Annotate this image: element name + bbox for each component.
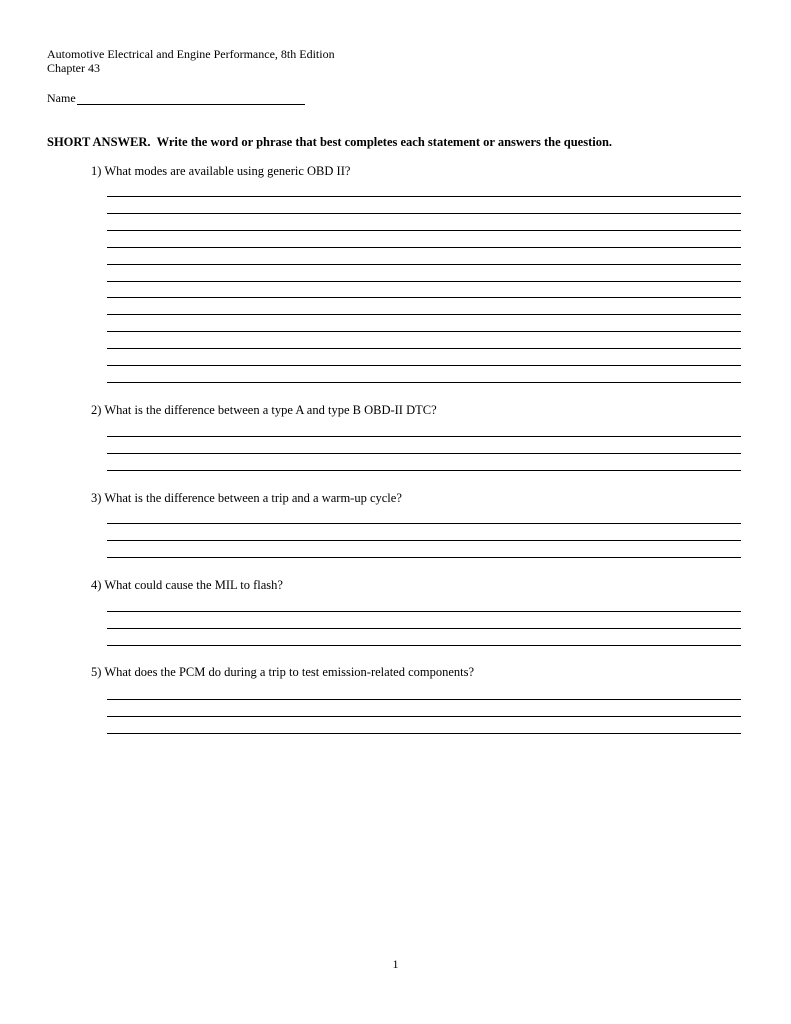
answer-line[interactable] <box>107 540 741 541</box>
question-1 <box>91 164 350 179</box>
question-number: 1) <box>91 164 102 178</box>
question-number: 4) <box>91 578 102 592</box>
name-field-row <box>47 91 305 105</box>
answer-line[interactable] <box>107 314 741 315</box>
answer-line[interactable] <box>107 453 741 454</box>
answer-line[interactable] <box>107 733 741 734</box>
page-number: 1 <box>392 957 399 971</box>
answer-line[interactable] <box>107 611 741 612</box>
section-instructions <box>47 135 612 150</box>
answer-line[interactable] <box>107 297 741 298</box>
answer-line[interactable] <box>107 213 741 214</box>
answer-line[interactable] <box>107 331 741 332</box>
book-title: Automotive Electrical and Engine Performance, 8th Edition <box>47 47 335 61</box>
question-text: What is the difference between a type A and type B OBD-II DTC? <box>104 403 437 417</box>
question-text: What is the difference between a trip and a warm-up cycle? <box>104 491 402 505</box>
answer-line[interactable] <box>107 348 741 349</box>
question-number: 2) <box>91 403 102 417</box>
answer-line[interactable] <box>107 365 741 366</box>
name-blank-line[interactable] <box>77 93 305 105</box>
answer-line[interactable] <box>107 264 741 265</box>
question-text: What could cause the MIL to flash? <box>104 578 283 592</box>
answer-line[interactable] <box>107 628 741 629</box>
answer-line[interactable] <box>107 196 741 197</box>
question-text: What modes are available using generic OBD II? <box>104 164 351 178</box>
section-heading: SHORT ANSWER. <box>47 135 151 149</box>
question-number: 5) <box>91 665 102 679</box>
answer-line[interactable] <box>107 716 741 717</box>
answer-line[interactable] <box>107 645 741 646</box>
answer-line[interactable] <box>107 247 741 248</box>
answer-line[interactable] <box>107 699 741 700</box>
answer-line[interactable] <box>107 281 741 282</box>
question-text: What does the PCM do during a trip to test emission-related components? <box>104 665 475 679</box>
answer-line[interactable] <box>107 382 741 383</box>
chapter-label: Chapter 43 <box>47 61 100 75</box>
question-number: 3) <box>91 491 102 505</box>
answer-line[interactable] <box>107 523 741 524</box>
section-instructions-text: Write the word or phrase that best completes each statement or answers the question. <box>156 135 613 149</box>
name-label: Name <box>47 91 76 105</box>
answer-line[interactable] <box>107 470 741 471</box>
question-4 <box>91 578 283 593</box>
question-5 <box>91 665 474 680</box>
question-2 <box>91 403 437 418</box>
answer-line[interactable] <box>107 230 741 231</box>
document-header <box>47 47 335 75</box>
question-3 <box>91 491 402 506</box>
answer-line[interactable] <box>107 436 741 437</box>
answer-line[interactable] <box>107 557 741 558</box>
